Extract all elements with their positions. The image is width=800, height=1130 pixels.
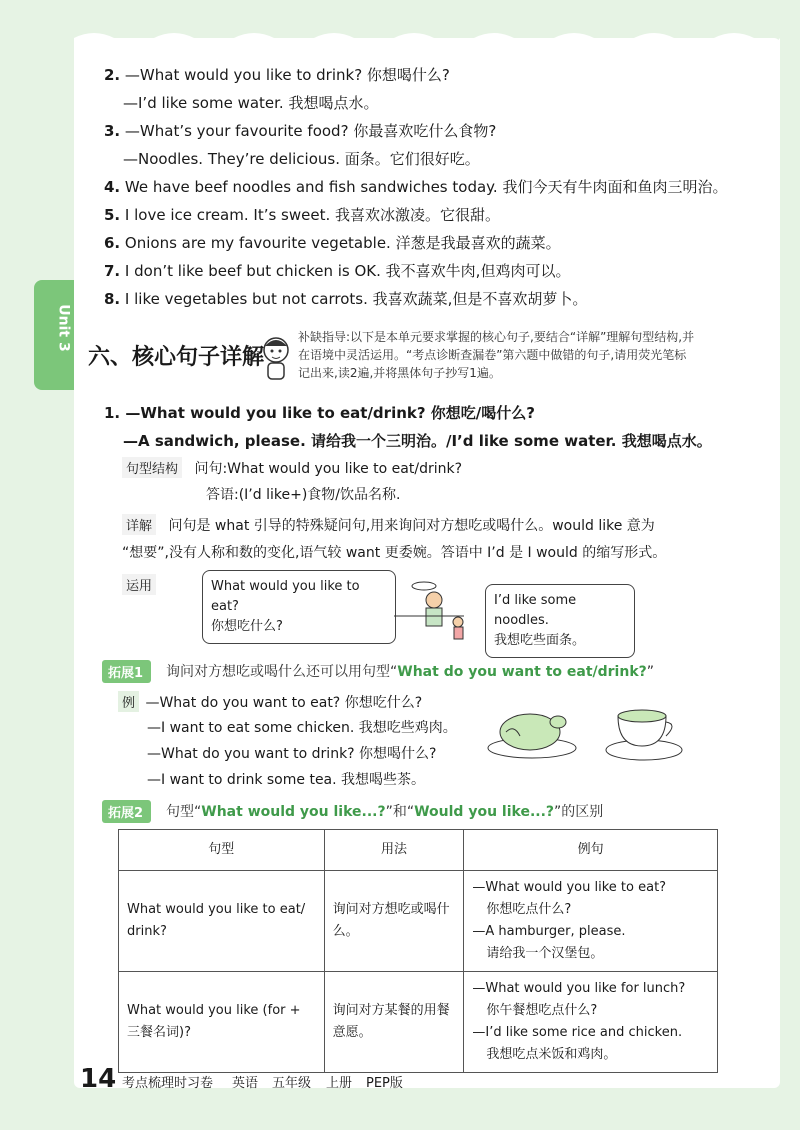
core-question-text: —What would you like to eat/drink? 你想吃/喝什么?	[125, 404, 535, 422]
ext2-post: ”的区别	[554, 804, 604, 820]
core-answer: —A sandwich, please. 请给我一个三明治。/I’d like some water. 我想喝点水。	[123, 432, 712, 450]
table-header: 句型	[119, 830, 325, 871]
detail-text-1: 问句是 what 引导的特殊疑问句,用来询问对方想吃或喝什么。would like 意为	[168, 518, 655, 534]
example-line: 你午餐想吃点什么?	[486, 1003, 598, 1018]
extension-1-intro-text: 询问对方想吃或喝什么还可以用句型“	[166, 664, 398, 680]
sentence-number: 2.	[104, 66, 121, 84]
footer-edition: PEP版	[366, 1076, 403, 1091]
table-cell-usage: 询问对方想吃或喝什么。	[324, 871, 464, 972]
core-question	[104, 402, 535, 423]
sentence-8	[104, 288, 587, 309]
bubble-right-en: I’d like some noodles.	[494, 593, 577, 628]
table-header: 用法	[324, 830, 464, 871]
table-row	[119, 972, 718, 1073]
sentence-3	[104, 120, 496, 141]
bubble-left-zh: 你想吃什么?	[211, 619, 283, 634]
example-line-3: —What do you want to drink? 你想喝什么?	[147, 746, 437, 762]
ext2-pattern-2: Would you like...?	[414, 804, 555, 820]
example-line: 我想吃点米饭和鸡肉。	[486, 1047, 617, 1062]
structure-question: 问句:What would you like to eat/drink?	[194, 461, 463, 477]
detail-text-2: “想要”,没有人称和数的变化,语气较 want 更委婉。答语中 I’d 是 I would 的缩写形式。	[122, 545, 667, 561]
bubble-right-zh: 我想吃些面条。	[494, 633, 586, 648]
sentence-3-answer	[123, 148, 480, 169]
example-line-1: —What do you want to eat? 你想吃什么?	[145, 695, 423, 711]
footer-book: 考点梳理时习卷	[122, 1076, 214, 1091]
usage-label-wrap	[122, 574, 156, 595]
sentence-5	[104, 204, 500, 225]
example-label: 例	[118, 691, 139, 712]
footer-subject: 英语	[232, 1076, 259, 1091]
table-cell-usage: 询问对方某餐的用餐意愿。	[324, 972, 464, 1073]
bubble-left-en: What would you like to eat?	[211, 579, 360, 614]
ext2-pattern-1: What would you like...?	[201, 804, 386, 820]
ext2-mid: ”和“	[385, 804, 415, 820]
sentence-text: I don’t like beef but chicken is OK. 我不喜欢牛肉,但鸡肉可以。	[124, 262, 571, 280]
sentence-number: 3.	[104, 122, 121, 140]
structure-answer: 答语:(I’d like+)食物/饮品名称.	[206, 487, 401, 503]
example-line: —I’d like some rice and chicken.	[472, 1025, 683, 1040]
section-title: 六、核心句子详解	[88, 345, 265, 370]
dining-scene-illustration	[394, 574, 474, 640]
table-header-row	[119, 830, 718, 871]
sentence-text: I like vegetables but not carrots. 我喜欢蔬菜,但是不喜欢胡萝卜。	[124, 290, 588, 308]
sentence-2-answer	[123, 92, 378, 113]
detail-label: 详解	[122, 514, 156, 535]
example-line: —A hamburger, please.	[472, 924, 626, 939]
sentence-2	[104, 64, 450, 85]
example-line: 请给我一个汉堡包。	[486, 946, 604, 961]
sentence-4	[104, 176, 727, 197]
footer-term: 上册	[326, 1076, 353, 1091]
sentence-text: I love ice cream. It’s sweet. 我喜欢冰激凌。它很甜。	[124, 206, 501, 224]
example-line: —What would you like for lunch?	[472, 981, 686, 996]
example-line-2: —I want to eat some chicken. 我想吃些鸡肉。	[147, 720, 457, 736]
sentence-text: —What would you like to drink? 你想喝什么?	[124, 66, 450, 84]
sentence-text: —I’d like some water. 我想喝点水。	[123, 94, 379, 112]
sentence-number: 5.	[104, 206, 121, 224]
sentence-text: Onions are my favourite vegetable. 洋葱是我最喜欢的蔬菜。	[124, 234, 561, 252]
table-cell-examples	[464, 972, 718, 1073]
sentence-number: 8.	[104, 290, 121, 308]
table-cell-pattern: What would you like (for + 三餐名词)?	[119, 972, 325, 1073]
sentence-text: —Noodles. They’re delicious. 面条。它们很好吃。	[123, 150, 480, 168]
roast-chicken-icon	[484, 702, 580, 762]
extension-1-tag: 拓展1	[102, 660, 151, 683]
unit-label: Unit 3	[55, 304, 72, 352]
page-number: 14	[80, 1064, 117, 1094]
sentence-number: 4.	[104, 178, 121, 196]
example-row	[118, 691, 422, 712]
teacup-icon	[602, 704, 686, 762]
example-line: 你想吃点什么?	[486, 902, 572, 917]
table-header: 例句	[464, 830, 718, 871]
sentence-number: 7.	[104, 262, 121, 280]
table-cell-pattern: What would you like to eat/ drink?	[119, 871, 325, 972]
footer-grade: 五年级	[272, 1076, 312, 1091]
table-row	[119, 871, 718, 972]
speech-bubble-right	[485, 584, 635, 658]
study-note: 补缺指导:以下是本单元要求掌握的核心句子,要结合“详解”理解句型结构,并在语境中灵活运用。“考点诊断查漏卷”第六题中做错的句子,请用荧光笔标记出来,读2遍,并将黑体句子抄写1遍。	[298, 330, 695, 380]
structure-label: 句型结构	[122, 457, 182, 478]
extension-2-intro	[166, 801, 603, 821]
mascot-icon	[258, 334, 294, 382]
extension-1-intro	[166, 661, 654, 681]
example-line-4: —I want to drink some tea. 我想喝些茶。	[147, 772, 426, 788]
core-number: 1.	[104, 404, 121, 422]
extension-1-end: ”	[646, 664, 655, 680]
detail-row	[122, 514, 655, 535]
speech-bubble-left	[202, 570, 396, 644]
table-cell-examples	[464, 871, 718, 972]
unit-side-tab	[34, 280, 74, 390]
extension-2-tag: 拓展2	[102, 800, 151, 823]
ext2-pre: 句型“	[166, 804, 202, 820]
sentence-text: We have beef noodles and fish sandwiches today. 我们今天有牛肉面和鱼肉三明治。	[124, 178, 728, 196]
sentence-7	[104, 260, 570, 281]
comparison-table	[118, 829, 718, 1073]
extension-1-pattern: What do you want to eat/drink?	[397, 664, 647, 680]
usage-label: 运用	[122, 574, 156, 595]
sentence-text: —What’s your favourite food? 你最喜欢吃什么食物?	[124, 122, 497, 140]
sentence-6	[104, 232, 561, 253]
example-line: —What would you like to eat?	[472, 880, 667, 895]
structure-row	[122, 457, 462, 478]
sentence-number: 6.	[104, 234, 121, 252]
